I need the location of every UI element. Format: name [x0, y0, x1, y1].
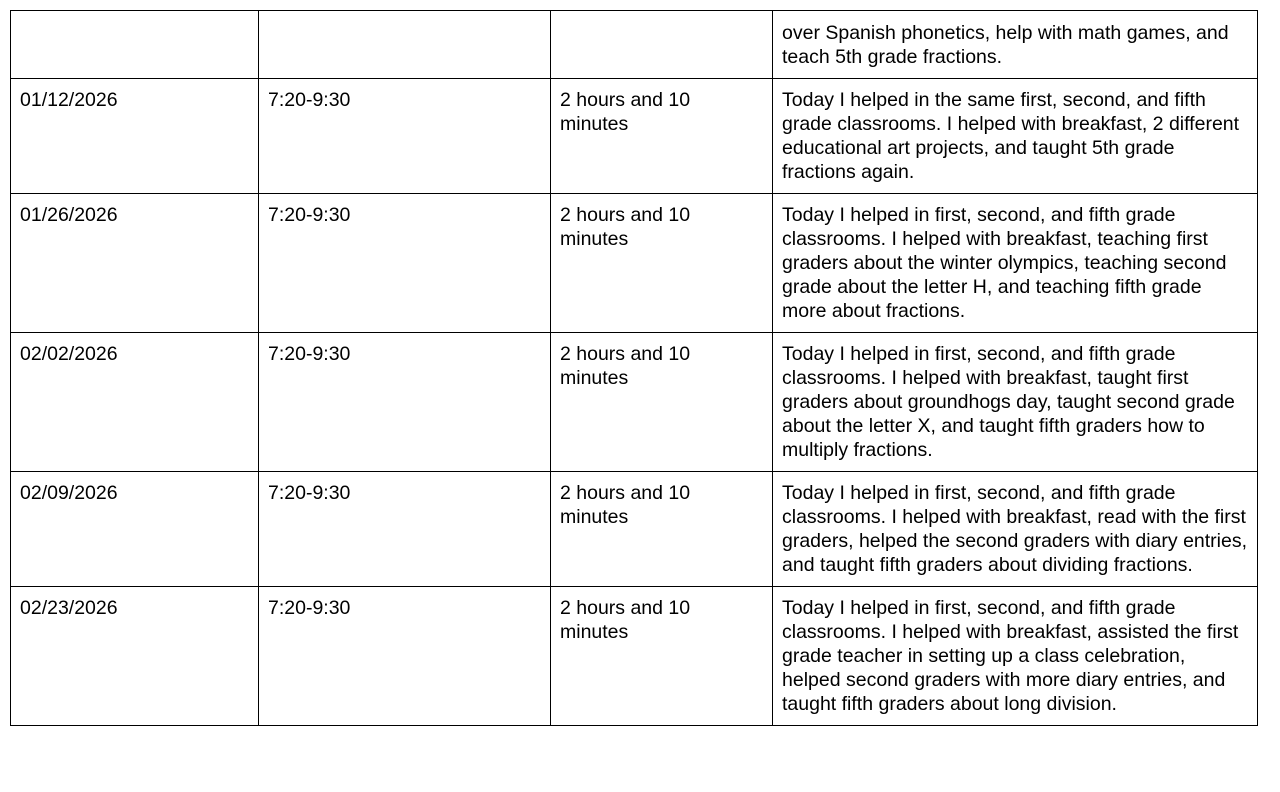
- date-cell: 01/12/2026: [11, 79, 259, 194]
- time-cell: 7:20-9:30: [259, 79, 551, 194]
- table-row: [11, 472, 1258, 587]
- table-row: [11, 194, 1258, 333]
- date-cell: 02/23/2026: [11, 587, 259, 726]
- time-cell: 7:20-9:30: [259, 194, 551, 333]
- date-cell: 01/26/2026: [11, 194, 259, 333]
- description-cell: Today I helped in first, second, and fifth grade classrooms. I helped with breakfast, teaching first graders about the winter olympics, teaching second grade about the letter H, and teaching fifth grade more about fractions.: [773, 194, 1258, 333]
- date-cell: 02/09/2026: [11, 472, 259, 587]
- description-cell: over Spanish phonetics, help with math games, and teach 5th grade fractions.: [773, 11, 1258, 79]
- description-cell: Today I helped in the same first, second, and fifth grade classrooms. I helped with breakfast, 2 different educational art projects, and taught 5th grade fractions again.: [773, 79, 1258, 194]
- table-row: [11, 79, 1258, 194]
- time-cell: 7:20-9:30: [259, 333, 551, 472]
- time-cell: 7:20-9:30: [259, 587, 551, 726]
- duration-cell: 2 hours and 10 minutes: [551, 333, 773, 472]
- table-row: [11, 11, 1258, 79]
- volunteer-log-table: [10, 10, 1258, 726]
- description-cell: Today I helped in first, second, and fifth grade classrooms. I helped with breakfast, taught first graders about groundhogs day, taught second grade about the letter X, and taught fifth graders how to multiply fractions.: [773, 333, 1258, 472]
- table-row: [11, 333, 1258, 472]
- duration-cell: 2 hours and 10 minutes: [551, 587, 773, 726]
- duration-cell: 2 hours and 10 minutes: [551, 79, 773, 194]
- time-cell: 7:20-9:30: [259, 472, 551, 587]
- time-cell: [259, 11, 551, 79]
- table-row: [11, 587, 1258, 726]
- description-cell: Today I helped in first, second, and fifth grade classrooms. I helped with breakfast, assisted the first grade teacher in setting up a class celebration, helped second graders with more diary entries, and taught fifth graders about long division.: [773, 587, 1258, 726]
- duration-cell: 2 hours and 10 minutes: [551, 472, 773, 587]
- date-cell: [11, 11, 259, 79]
- description-cell: Today I helped in first, second, and fifth grade classrooms. I helped with breakfast, read with the first graders, helped the second graders with diary entries, and taught fifth graders about dividing fractions.: [773, 472, 1258, 587]
- date-cell: 02/02/2026: [11, 333, 259, 472]
- duration-cell: [551, 11, 773, 79]
- duration-cell: 2 hours and 10 minutes: [551, 194, 773, 333]
